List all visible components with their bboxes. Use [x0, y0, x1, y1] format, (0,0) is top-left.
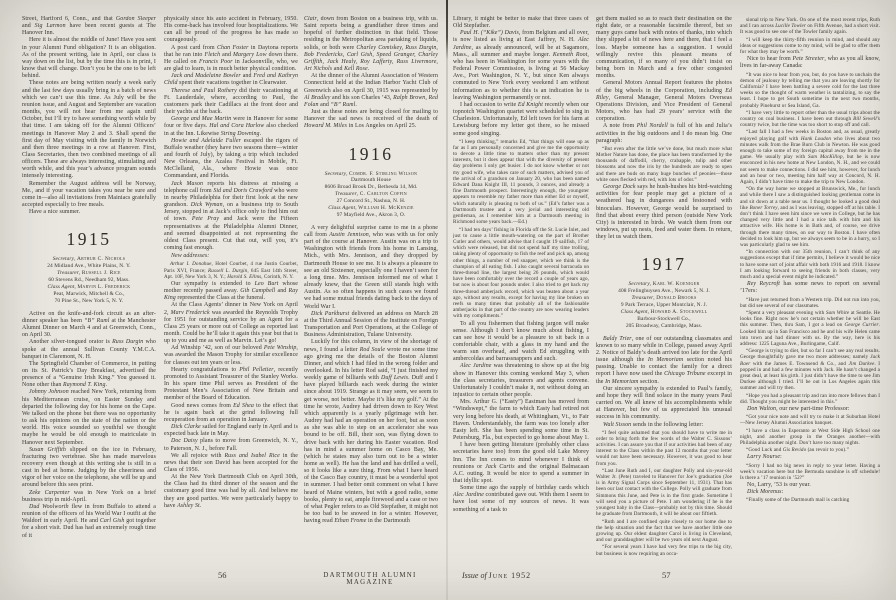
paragraph: Dick Morenus:: [747, 489, 784, 496]
officer-line: Class Agent, Howard A. Stockwell: [620, 308, 708, 315]
issue-date: June 1952: [488, 571, 532, 580]
paragraph: Baldy Trier, one of our outstanding classmates and known to so many while in College, passed away April 2. Notice of Baldy’s death arrived too late for the April issue although the In Memoriam section noted his passing. Unable to contact the family for a direct report I have now used the Chicago Tribune excerpt in the In Memoriam section.: [596, 335, 732, 385]
text-column-4: [453, 16, 589, 564]
paragraph: Nice to hear from Pete Streeter, who as you all know, lives in far-away Canada:: [740, 56, 880, 70]
paragraph: “Good Luck and Gis Revido (au revoir to you).”: [746, 447, 849, 454]
officer-line: 408 Frelinghuysen Ave., Newark 5, N. J.: [618, 288, 710, 295]
paragraph: “I have very little to report other than the usual trips about the country on coal business. I have been out through Bill Sewell’s country twice, but the time was too short to stop off and call.: [740, 109, 880, 129]
paragraph: Larry Nourse:: [747, 454, 782, 461]
paragraph: Walt Sisson sends in the following letter:: [603, 421, 704, 428]
paragraph: “In connection with our 35th reunion, I can’t think of any suggestions except that if time permits, I believe it would be nice to have some sort of joint affair with both 1916 and 1918. I know I am looking forward to seeing friends in both classes, very much and a special event might be indicated.”: [740, 249, 880, 281]
paragraph: “I keep thinking,” remarks Ed, “that things will ease up as far as I am personally concerned and give me the opportunity to devote a little time to matters other than my present interests, but it does appear that with the diversity of present day problems I only get busier. I do not know whether or not my good wife, who takes care of such matters, advised you of the arrival of a grandson on January 20, who has been named Edward Dana Knight III, 11 pounds, 3 ounces, and already a fine Dartmouth prospect. Interestingly enough, the youngster appears to resemble my father more than either Ed or myself, which naturally is pleasing to both of us.” (Ed’s father was a Dartmouth trustee and a very jovial and interesting old gentleman, as I remember him at a Dartmouth meeting in Richmond some years back.—Ed.): [453, 138, 589, 226]
officer-line: Treasurer, Donald Brooks: [631, 295, 697, 302]
paragraph: “On the way home we stopped at Brunswick, Me., for lunch and while there I saw a distinguished looking gentleman come in and sit down at a table near us. I thought he looked a good deal like Boner Torrey, and as I was leaving, stopped off at his table. I don’t think I have seen him since we were in College, but he has changed very little and I had a nice talk with him and his attractive wife. His home is in Bath and, of course, we drive through there many times, on our way to Boston. I have often decided to look him up, but we always seem to be in a hurry, so I was particularly glad to see him.: [740, 186, 880, 249]
paragraph: Paul H. (“Kike”) Davis, from Belgium and all over, is now listed as living at East Jaffrey, N. H. Alec Jardine, as already announced, will be at Sagamore, Mass., all summer and maybe longer. Kenneth Root, who has been in Washington for some years with the Federal Power Commission, is living at 56 Mackay Ave., Port Washington, N. Y., but since Ken always commuted to New York every weekend I am without information as to whether this is an indication he is leaving Washington permanently or not.: [453, 30, 589, 101]
paragraph: Street, Hartford 6, Conn., and that Gordon Sleeper and Sig Larmon have been recent guests at The Hanover Inn.: [22, 16, 156, 37]
paragraph: To all you fishermen that fishing jargon will make sense. Although I don’t know much about fishing, I can see how it would be a pleasure to sit back in a comfortable chair, with a glass in my hand and the warm sun overhead, and watch Ed struggling with ambercoldas and barrassnappers and such.: [453, 320, 589, 363]
issue-date-footer: [462, 571, 531, 580]
text-column-2: [164, 16, 298, 564]
paragraph: Another silver-tongued orator is Russ Durgin who spoke at the annual Sullivan County Y.M.C.A. banquet in Claremont, N. H.: [22, 339, 156, 360]
paragraph: “I have a class in Esperanto at West Side High School one night, and another group in the Oranges another—with Philadelphia another night. Don’t have too many nights.: [740, 427, 880, 446]
class-officers-block: [22, 256, 156, 304]
paragraph: “Ruth and I are confined quite closely to our home due to the help situation and the fact that we have another little one growing up. Our eldest daughter Carol is living in Cleveland, and our granddaughter will be two years old next August.: [596, 518, 732, 544]
paragraph: Remember the August address will be Norway, Me., and if your vacation takes you near be sure and come in—also all invitations from Mainiacs gratefully accepted especially to free meals.: [22, 180, 156, 209]
paragraph: At the New York Dartmouth Club on April 30th, the Class had its third dinner of the season and the customary good time was had by all. And believe me they are good parties. We were particularly happy to have Ashley St.: [164, 474, 298, 509]
paragraph: No, Larry, ’53 is our year.: [747, 482, 811, 489]
paragraph: “Sorry I had no big news in reply to your letter. Having a week’s vacation here but the Bermuda sunshine is off schedule! Is there a ’17 reunion in ’52?”: [740, 462, 880, 481]
paragraph: Hearty congratulations to Phil Pelletier, recently promoted to Assistant Treasurer of the Stanley Works. In his spare time Phil serves as President of the Protestant Men’s Association of New Britain and member of the Board of Education.: [164, 366, 298, 402]
officer-line: 27 Concord St., Nashua, N. H.: [336, 198, 406, 205]
paragraph: Arthur I. Donahue, Hotel Courbet, 4 rue Justin Courbet, Paris XVI, France; Russell L. Durgin, 645 East 14th Street, Apt. 10F, New York 3, N. Y.; Harold S. Ellms, Corinth, N. Y.: [164, 261, 298, 280]
paragraph: Our sincere sympathy is extended to Paul’s family, and hope they will find solace in the many years Paul carried on. We all knew of his accomplishments while at Hanover, but few of us appreciated his unusual success in his community.: [596, 385, 732, 421]
paragraph: Library, it might be better to make that three cases of Old Stepfather.: [453, 16, 589, 30]
officer-line: Class Agent, William H. McKenzie: [328, 205, 414, 212]
class-officers-block: [596, 281, 732, 329]
paragraph: “Spent a very pleasant evening with Sam White at Seattle. He looks fine. Right now he’s not certain whether he will be East this summer. Then, thru Sam, I got a lead on George Currier. Looked him up in San Francisco and he and his wife Helen came into town and had dinner with us. By the way, here is his address: 1225 Laguna Ave., Burlingame, Calif.: [740, 309, 880, 347]
paragraph: At the dinner of the Alumni Association of Western Connecticut held at the Indian Harbor Yacht Club of Greenwich also on April 30, 1915 was represented by Al Bradley and his son Charles ’43, Ralph Brown, Red Folan and “B” Ruml.: [304, 73, 438, 108]
paragraph: Clair, down from Boston on a business trip, with us. Saint reports being a grandfather three times and hopeful of further distinction in that field. Those residing in the Metropolitan area partaking of liquids, solids, or both were Charley Comiskey, Russ Durgin, Bob Fredericks, Carl Gish, Speed Granger, Charley Griffith, Jack Healy, Roy Lafferty, Russ Livermore, Art Nichols and Kell Rose.: [304, 16, 438, 73]
officer-line: 60 Stevens Rd., Needham 92, Mass.: [48, 277, 130, 284]
officer-line: Peat, Marwick, Mitchell & Co.,: [53, 290, 125, 297]
paragraph: “Last June Ruth and I, our daughter Polly and six-year-old Walter Jr. (Pete) traveled to Hanover for Joe’s graduation (Joe is in Army Signal Corps since September 11, 1931). That has been our last contact with the College. Polly will graduate from Simmons this June, and Pete is in the first grade. Sometime I will send you a picture of Pete. I am wondering if he is the youngest baby in the Class—probably not by this time. Should he graduate from Dartmouth, it will be about our fiftieth.: [596, 467, 732, 518]
paragraph: The Springfield Chamber of Commerce, in putting on its St. Patrick’s Day Breakfast, advertised the presence of a “Genuine Irish King.” You guessed it. None other than Raymond T. King.: [22, 360, 156, 389]
paragraph: “Finally some of the Dartmouth mail is catching: [746, 497, 850, 504]
class-year-heading: 1915: [66, 229, 112, 250]
paragraph: Luckily for this column, in view of the shortage of news, I found a letter Rod Soule wrote me some time ago giving me the details of the Boston Alumni Dinner, and which I had filed in the wrong folder and overlooked. In his letter Rod said, “I just finished my weekly game of billiards with Duff Lewis. Duff and I have played billiards each week during the winter since about 1919. Strange as it may seem, we seem to get worse, not better. Maybe it’s like my golf.” At the time he wrote, Audrey had driven down to Key West which apparently is a yearly pilgrimage with her. Audrey had had an operation on her foot, but as soon as she was able to step on an accelerator she was bound to be off. Bill, their son, was flying down to drive back with her during his Easter vacation. Rod has in mind a summer home on Casco Bay, Me. (which he states may also turn out to be a winter home as well). He has the land and has drilled a well, so it looks like a sure thing. From what I have heard of the Casco Bay country, it must be a wonderful spot in summer. I had better omit comment on what I have heard of Maine winters, but with a good radio, some books, plenty to eat, ample firewood and a case or two of what Pegler refers to as Old Stepfather, it might not be too bad to be snowed in for a winter. However, having read Ethan Frome in the Dartmouth: [304, 339, 438, 525]
officer-line: 97 Mayfield Ave., Akron 3, O.: [336, 211, 406, 218]
text-column-3: [304, 16, 438, 564]
paragraph: Howie and Adelaide Fuller escaped the rigors of Buffalo weather (they have two seasons there—winter and fourth of July), by taking a trip which included New Orleans, the Azalea Festival in Mobile, Ft. McClelland, Ala., where Howie was once Commandant, and Florida.: [164, 137, 298, 180]
paragraph: Here it is almost the middle of June! Have you sent in your Alumni Fund obligation? It is an obligation. As of the present writing, late in April, our class is way down on the list, but by the time this is in print, I know that will change. Don’t you be the one to be left behind.: [22, 37, 156, 80]
paragraph: Zeke Carpenter was in New York on a brief business trip in mid-April.: [22, 489, 156, 503]
paragraph: “I will keep the thirty-fifth reunion in mind, and should any ideas or suggestions come to my mind, will be glad to offer them for what they may be worth.”: [740, 36, 880, 56]
paragraph: George Dock says he hush-hushes his bird-watching activities for fear people may get a picture of a weathered hag in dungarees and festooned with binoculars. However, George would be surprised to find that about every third person (outside New York City) is interested in birds. We watch them from our windows, put up nests, feed and water them. In return, they let us watch them.: [596, 184, 732, 241]
paragraph: At the Class Agents’ dinner in New York on April 2, Marv Frederick was awarded the Reynolds Trophy for 1951 for outstanding service by an Agent for a Class 25 years or more out of College as reported last month. Could be he’ll take it again this year but that is up to you and me as well as Marvin. Let’s go!: [164, 302, 298, 345]
paragraph: “I had ten days’ fishing in Florida off the St. Lucie Inlet, and just to cause a little mouth-watering on the part of Brother Cutler and others, would advise that I caught 19 sailfish, 17 of which were released, but did not spend half my time trolling, taking plenty of opportunity to fish the reef and pick up, among other things, a number of red snapper, which we think is the champion of all eating fish. I also caught several barracuda on three-thread line, the largest being 26 pounds, which would have been comfortably over the record a couple of years ago, but now is about four pounds under. I also tried to get back my three-thread amberjack record, which was beaten about a year ago, without any results, except for having my line broken on reefs so many times that probably all of the fashionable amberjacks in that part of the country are now wearing leaders with my compliments.”: [453, 226, 589, 320]
officer-line: Treasurer, C. Carlton Coffin: [335, 191, 407, 198]
officer-line: Secretary, Comdr. F. Stirling Wilson: [324, 170, 418, 177]
paragraph: “George is trying to diet, but so far I can’t see any real results. George thoughtfully gave me two more addresses; namely Jack Baer with the James E. Townsend & Co., and Jim Durkee. I popped in and had a few minutes with Jack. He hasn’t changed a great deal, at least his girth. I just didn’t have the time to see Jim Durkee although I tried. I’ll be out in Los Angeles again this summer and will try then.: [740, 348, 880, 392]
paragraph: “But even after the little we’ve done, but much more what Mother Nature has done, the place has been transformed by the thousands of daffodil, cherry, crabapple, tulip and other blossoms and now the iris by the hundreds are ready to open and there are buds on many huge bunches of peonies—those white ones flecked with red, with lots of odor.”: [596, 145, 732, 183]
paragraph: Dud Woolworth flew in from Buffalo to attend a reunion of the officers of his World War I outfit at the Waldorf in early April. He and Carl Gish got together for a short visit. Dud has had an extremely rough time of it: [22, 503, 156, 539]
paragraph: Alec Jardine was threatening to show up at the big show in Hanover this coming weekend May 3, when the class secretaries, treasurers and agents convene. Unfortunately I couldn’t make it, not without doing an injustice to certain other people.: [453, 363, 589, 399]
paragraph: sional trip to New York. On one of the most recent trips, Ruth and I ran across Lucille Towler on Fifth Avenue, had a short visit. It was good to see one of the Towler family again.: [740, 17, 880, 36]
paragraph: I have been getting literature (probably other class secretaries have too) from the good old Lake Morey Inn. The Inn comes to mind whenever I think of reunions or Jack Curtis and the original Balmacaan A.C. outing. It would be nice to spend a summer in that idyllic spot.: [453, 442, 589, 484]
officer-line: Secretary, Arthur C. Nichols: [52, 256, 126, 263]
officer-line: 9 Park Terrace, Upper Montclair, N. J.: [620, 302, 708, 308]
paragraph: George and Mae Martin were in Hanover for some four or five days. Hal and Cora Harlow also checked in at the Inn. Likewise String Downing.: [164, 116, 298, 137]
officer-line: Barbour-Stockwell Co.,: [637, 315, 691, 322]
paragraph: Active on the knife-and-fork circuit as an after-dinner speaker has been “B” Ruml at the Manchester Alumni Dinner on March 4 and at Greenwich, Conn., on April 30.: [22, 310, 156, 339]
officer-line: Treasurer, Russell J. Rice: [57, 270, 121, 277]
paragraph: “Hope you had a pleasant trip and ran into more fellows than I did. Thought you might be interested in this.”: [740, 392, 880, 405]
paragraph: Have a nice summer.: [29, 209, 81, 216]
officer-line: 8606 Broad Brook Dr., Bethesda 14, Md.: [324, 184, 418, 191]
paragraph: Therese and Paul Rothery did their vacationing at Ft. Lauderdale, where, according to Paul, the customers park their Cadillacs at the front door and their yachts at the back.: [164, 87, 298, 116]
paragraph: “Got your nice note and will try to make it at Suburban Hotel—New Jersey Alumni Association banquet.: [740, 414, 880, 427]
paragraph: “It was nice to hear from you, but, do you have to unchain the demon of jealousy by telling me that you are leaving shortly for California? I have been battling a severe cold for the last three weeks so the thought of warm weather is tantalizing, to say the least. I hope to get South sometime in the next two months, probably Pinehurst or Sea Island, Ga.: [740, 71, 880, 109]
magazine-title-footer: DARTMOUTH ALUMNI MAGAZINE: [323, 572, 417, 586]
paragraph: A note from Phil Nordell is full of his and Julia’s activities in the big outdoors and I do mean big. One paragraph:: [596, 123, 732, 144]
paragraph: Dick Clarke sailed for England early in April and is expected back late in May.: [164, 424, 298, 438]
paragraph: Don Walton, our new part-time Professor:: [747, 406, 850, 412]
paragraph: General Motors Annual Report features the photos of the big wheels in the Corporation, including Ed Riley, General Manager, General Motors Overseas Operations Division, and Vice President of General Motors, who has had 29 years’ service with the corporation.: [596, 80, 732, 123]
paragraph: Susan Griffith slipped on the ice in February, fracturing two vertebrae. She has made marvelous recovery even though at this writing she is still in a cast in bed at home. Judging by the cheeriness and vigor of her voice on the telephone, she will be up and around before this sees print.: [22, 446, 156, 489]
paragraph: Johnny Johnson reached New York, returning from his Mediterranean cruise, on Easter Sunday and departed the following day for his home on the Cape. We talked on the phone but there was no opportunity to ask his opinions on the state of the nation or the world. His voice sounded so youthful we thought maybe he would be old enough to matriculate in Hanover next September.: [22, 389, 156, 446]
paragraph: Dick Parkhurst delivered an address on March 28 at the Third Annual Session of the Institute on Foreign Transportation and Port Operations, at the College of Business Administration, Tulane University.: [304, 310, 438, 339]
class-year-heading: 1917: [641, 254, 687, 275]
paragraph: “For several years I have had very few trips to the big city, but business is now requiring an occa-: [596, 544, 732, 557]
paragraph: “I feel quite ashamed that you should have to write me in order to bring forth the few words of the Walter C. Sissons’ activities. I can assure you that if our activities had been of any interest to the Class within the past 12 months that your letter would not have been necessary. However, it was good to hear from you.: [596, 429, 732, 467]
paragraph: get them mailed so as to reach their destination on the right date, or a reasonable facsimile thereof, but so many guys came back with notes of thanks, into which they slipped a bit of news here and there, that I feel a loss. Maybe someone has a suggestion. I would willingly revive this pleasant means of communication, if so many of you didn’t insist on being born in March and a few other congested months.: [596, 16, 732, 80]
paragraph: Good news comes from Ed Shea to the effect that he is again back at the grind following full recuperation from an operation in January.: [164, 402, 298, 423]
class-officers-block: [304, 171, 438, 219]
issue-label: Issue of: [462, 571, 487, 580]
text-column-5: [596, 16, 732, 564]
paragraph: New addresses:: [171, 253, 210, 260]
paragraph: Some time ago the supply of birthday cards which Alec Jardine contributed gave out. With them I seem to have lost some of my sources of news. It was something of a task to: [453, 485, 589, 513]
paragraph: Jack Mason reports his distress at missing a telephone call from Sid and Doris Crawford who were in nearby Philadelphia for their first look at the new grandson. Dick Wyman, on a business trip to South Jersey, stopped in at Jack’s office only to find him out of town. Pete Pray and Jack were the Fifteen representatives at the Philadelphia Alumni Dinner, and seemed disappointed at not representing the oldest Class present. Cut that out, will you, it’s coming fast enough.: [164, 180, 298, 251]
officer-line: Secretary, Karl W. Koeniger: [628, 281, 700, 288]
page-number-left: 56: [218, 570, 227, 580]
paragraph: Just as these notes are being closed for mailing to Hanover the sad news is received of the death of Howard M. Miles in Los Angeles on April 25.: [304, 109, 438, 130]
paragraph: Our sympathy is extended to Leo Burt whose mother recently passed away. Gib Campbell and Ray King represented the Class at the funeral.: [164, 280, 298, 302]
paragraph: “Have just returned from a Western trip. Did not run into you, but did see several of our classmates.: [740, 296, 880, 309]
paragraph: A very delightful surprise came to me in a phone call from Austin Jennison, who was with us for only part of the course at Hanover. Austin was on a trip to Washington with friends from his home in Lansing, Mich., with Mrs. Jennison, and they dropped by Dartmouth House to see me. It is always a pleasure to see an old Sixteener, especially one I haven’t seen for a long time. Mrs. Jennison informed me of what I already knew, that the Green still stands high with Austin. As so often happens in such cases we found we had some mutual friends dating back to the days of World War I.: [304, 224, 438, 310]
officer-line: Dartmouth House: [351, 177, 391, 184]
page-gutter-divider: [446, 0, 448, 600]
paragraph: physically since his auto accident in February, 1950. His come-back has involved four hospitalizations. We can all be proud of the progress he has made so courageously.: [164, 16, 298, 44]
text-column-1: [22, 16, 156, 564]
officer-line: 24 Midland Ave., White Plains, N. Y.: [47, 263, 131, 270]
officer-line: Class Agent, Marvin L. Frederick: [47, 284, 131, 290]
paragraph: A post card from Chan Foster in Daytona reports that he ran into Fletch and Margery Low down there. He called on Francis Poor in Jacksonville, who, we are glad to learn, is in much better physical condition.: [164, 44, 298, 73]
officer-line: 205 Broadway, Cambridge, Mass.: [625, 322, 703, 329]
officer-line: 70 Pine St., New York 5, N. Y.: [54, 297, 124, 304]
paragraph: Mrs. Arthur G. (“Easty”) Eastman has moved from “Windswept,” the farm to which Easty had retired not very long before his death, at Whitingham, Vt., to Fair Haven. Understandably, the farm was too lonely after Easty left. She has been spending some time in St. Petersburg, Fla., but expected to go home about May 1.: [453, 399, 589, 442]
paragraph: “Last fall I had a few weeks in Boston and, as usual, greatly enjoyed playing golf with Hank Loudon who lives about two minutes walk from the Brae Burn Club in Newton. He was good enough to take some of my foreign capital away from me in the game. We usually play with Sam MacKillop, but he is now ensconced in his new home at New London, N. H., and we could not seem to make connections. I did see him, however, for lunch and an hour or two, meeting him half way at Concord, N. H. Again, I didn’t have time to make the trip to New London.: [740, 129, 880, 185]
paragraph: Ad Winship ’42, son of our beloved Pete Winship, was awarded the Mason Trophy for similar excellence for classes out ten years or less.: [164, 345, 298, 366]
paragraph: We all rejoice with Russ and Isabel Rice in the news that their son David has been accepted for the Class of 1956.: [164, 452, 298, 473]
paragraph: Jack and Madelaine Bowler and Fred and Kathryn Child spent their vacations together in Clearwater.: [164, 73, 298, 87]
paragraph: Rey Reycroft has some news to report on several ’17ers:: [740, 281, 880, 295]
paragraph: Doc Daisy plans to move from Greenwich, N. Y., to Paterson, N. J., before Fall.: [164, 438, 298, 452]
paragraph: I had occasion to write Ed Knight recently when our topnotch Washington quartet were scheduled to sing in Charleston. Unfortunately, Ed left town for his farm at Lewisburg before my letter got there, so he missed some good singing.: [453, 101, 589, 137]
page-number-right: 57: [662, 570, 671, 580]
text-column-6: [740, 16, 880, 564]
paragraph: These notes are being written nearly a week early and the last few days usually bring in a batch of news which we can’t use this time. As July will be the reunion issue, and August and September are vacation months, you will not hear from me again until October, but I’ll try to have something worth while by that time. I am taking off for the Alumni Officers’ meetings in Hanover May 2 and 3. Shall spend the first day of May visiting with the family in Norwich and then three meetings in a row at Hanover. First, Class Secretaries, then two combined meetings of all officers. These are always interesting, stimulating and worth while, and this year’s advance program sounds intensely interesting.: [22, 80, 156, 180]
class-year-heading: 1916: [348, 143, 394, 164]
